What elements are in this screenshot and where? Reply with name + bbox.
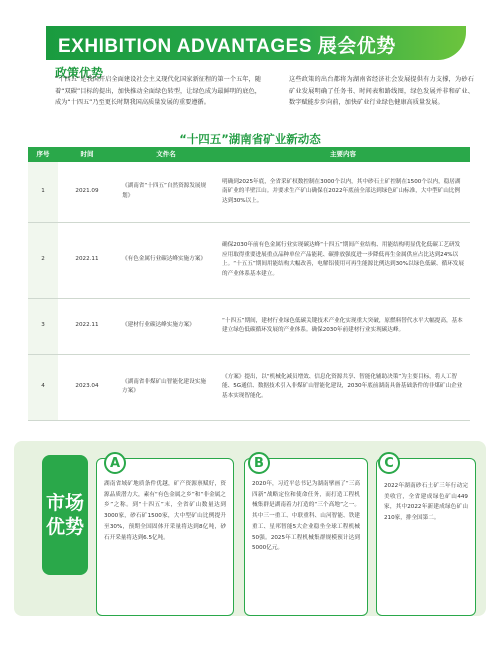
badge-b-icon: B xyxy=(248,452,270,474)
table-row xyxy=(28,162,470,222)
market-label-line2: 优势 xyxy=(45,516,84,538)
table-header-row xyxy=(28,147,470,162)
table-row xyxy=(28,354,470,420)
row-file: 《建材行业碳达峰实施方案》 xyxy=(116,298,216,354)
market-card-c-text: 2022年湖南砂石土矿三年行动完美收官，全省建成绿色矿山449家，其中2022年新建成绿色矿山210家，排全国第二。 xyxy=(384,483,468,522)
market-card-a-text: 湖南省域矿地质条件优越，矿产资源禀赋好，资源品质潜力大，素有“有色金属之乡”和“非金属之乡”之称。到“十四五”末，全省矿山数量达到3000家，砂石矿1500家，大中型矿山比例提升至30%，预期全国固体开采量将达到8亿吨，砂石开采量将达到6.5亿吨。 xyxy=(104,481,226,541)
table-row xyxy=(28,222,470,298)
row-file: 《湖南省非煤矿山智能化建设实施方案》 xyxy=(116,354,216,420)
header-file: 文件名 xyxy=(116,147,216,162)
row-content: “十四五”期间，建材行业绿色低碳关键技术产业化实现重大突破，原燃料替代水平大幅提高，基本建立绿色低碳循环发展的产业体系。确保2030年前建材行业实现碳达峰。 xyxy=(216,298,470,354)
row-time: 2022.11 xyxy=(58,222,116,298)
row-content: 《方案》提出，以“机械化减员增效、信息化资源共享、智能化辅助决策”为主要目标，将人工智能、5G通信、数据技术引入非煤矿山智能化建设，2030年底前湖南具备基础条件的非煤矿山企业基本实现智能化。 xyxy=(216,354,470,420)
table-title: “十四五”湖南省矿业新动态 xyxy=(179,132,321,146)
row-content: 确保2030年前有色金属行业实现碳达峰“十四五”期间产业结构、用能结构明显优化低碳工艺研发应用取得重要进展重点品种单位产品能耗、碳排放强度进一步降低再生金属供应占比达到24%以上。“十五五”期间用能结构大幅改善，电解铝使用可再生能源比例达到30%以绿色低碳、循环发展的产业体系基本建立。 xyxy=(216,222,470,298)
row-no: 3 xyxy=(28,298,58,354)
row-content: 明确到2025年底，全省采矿权数控制在3000个以内，其中砂石土矿控制在1500个以内，稳居湖南矿业的半壁江山。并要求生产矿山确保在2022年底前全部达到绿色矿山标准，大中型矿山比例达到30%以上。 xyxy=(216,162,470,222)
row-no: 4 xyxy=(28,354,58,420)
row-file: 《有色金属行业碳达峰实施方案》 xyxy=(116,222,216,298)
row-time: 2022.11 xyxy=(58,298,116,354)
policy-intro-right: 这些政策的出台都将为湖南省经济社会发展提供有力支撑，为砂石矿业发展明确了任务书、时间表和路线图，绿色发展并非和矿业、数字赋能步步向前，加快矿业行业绿色健康高质量发展。 xyxy=(289,76,474,106)
badge-c-icon: C xyxy=(378,452,400,474)
table-row xyxy=(28,298,470,354)
market-card-b xyxy=(244,458,368,616)
header-content: 主要内容 xyxy=(216,147,470,162)
market-label xyxy=(42,455,88,575)
badge-a-icon: A xyxy=(104,452,126,474)
row-no: 2 xyxy=(28,222,58,298)
policy-table xyxy=(28,147,470,421)
market-label-line1: 市场 xyxy=(45,492,84,514)
market-card-c xyxy=(376,458,476,616)
policy-section-title: 政策优势 xyxy=(55,66,104,80)
row-no: 1 xyxy=(28,162,58,222)
row-time: 2023.04 xyxy=(58,354,116,420)
page-title: EXHIBITION ADVANTAGES 展会优势 xyxy=(58,36,396,57)
header-no: 序号 xyxy=(28,147,58,162)
row-file: 《湖南省“十四五”自然资源发展规划》 xyxy=(116,162,216,222)
market-card-b-text: 2020年，习近平总书记为湖南擘画了“三高四新”战略定位和使命任务，而打造工程机械集群是湖南着力打造的“三个高地”之一。其中三一重工、中联重科、山河智能、铁建重工、星邦智能5大企业稳坐全球工程机械50强。2025年工程机械集群规模预计达到5000亿元。 xyxy=(252,481,360,552)
policy-intro-left: “十四五”是我国开启全面建设社会主义现代化国家新征程的第一个五年，随着“双碳”目标的提出，加快推动全面绿色转型，让绿色成为最鲜明的底色，成为“十四五”乃至更长时期我国高质量发展的重要遵循。 xyxy=(55,76,261,106)
header-time: 时间 xyxy=(58,147,116,162)
market-card-a xyxy=(96,458,234,616)
row-time: 2021.09 xyxy=(58,162,116,222)
